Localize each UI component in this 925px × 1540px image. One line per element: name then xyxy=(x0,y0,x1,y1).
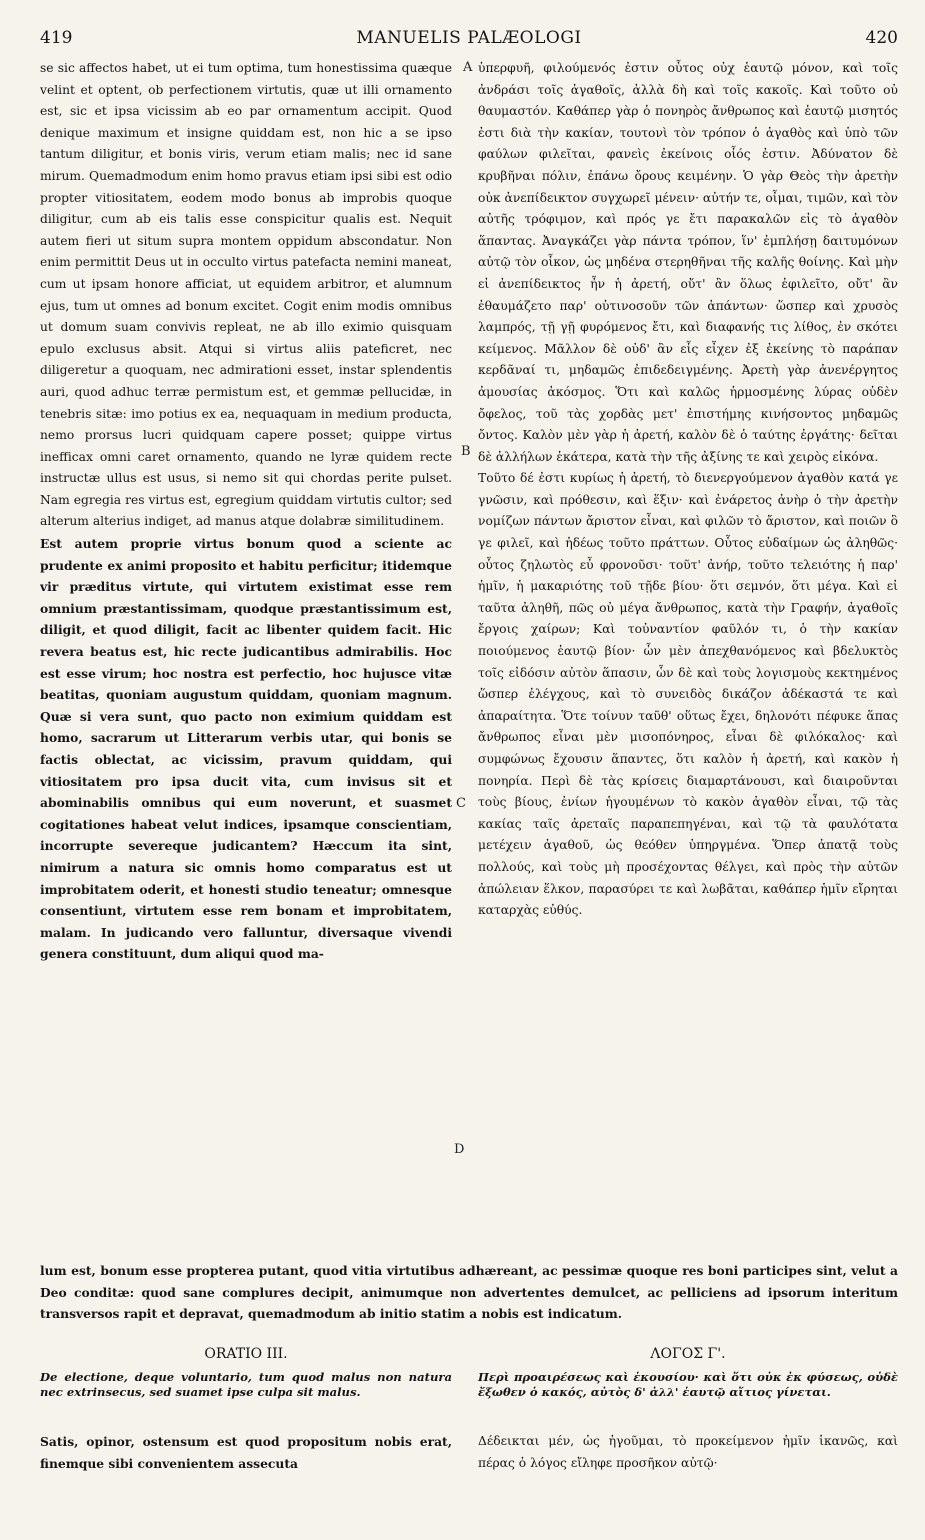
latin-paragraph-1: se sic affectos habet, ut ei tum optima, tum honestissima quæque velint et optent, ob perfectionem virtutis, quæ ut illi ornamento est, sic et ipsa vicissim ab eo par ornamentum accipit. Quod denique maximum et insigne quiddam est, non hic a se ipso tantum diligitur, et bonis viris, verum etiam malis; nec id sane mirum. Quemadmodum enim homo pravus etiam ipsi sibi est odio propter vitiositatem, eodem modo bonus ab improbis quoque diligitur, cum ab eis talis esse conspicitur qualis est. Nequit autem fieri ut situm supra montem oppidum abscondatur. Non enim permittit Deus ut in occulto virtus patefacta nemini maneat, cum ut ipsam honore afficiat, ut equidem arbitror, et alumnum ejus, tum ut omnes ad bonum excitet. Cogit enim modis omnibus ut domum suam convivis repleat, ne ab illo eximio quisquam epulo exclusus absit. Atqui si virtus aliis pateficret, nec diligeretur a quoquam, nec admirationi esset, instar splendentis auri, quod adhuc terræ permistum est, et gemmæ pellucidæ, in tenebris sitæ: imo potius ex ea, nequaquam in medium producta, nemo prorsus lucri quidquam capere posset; quippe virtus inefficax omni caret ornamento, quando ne lyræ quidem recte instructæ ullus est usus, si nemo sit qui chordas perite pulset. Nam egregia res virtus est, egregium quiddam virtutis cultor; sed alterum alterius indiget, ad manus atque dolabræ similitudinem. xyxy=(40,61,452,529)
oration-summary-latin: De electione, deque voluntario, tum quod malus non natura nec extrinsecus, sed suamet ipse culpa sit malus. xyxy=(40,1370,452,1399)
oration-opening-greek: Δέδεικται μέν, ὡς ἡγοῦμαι, τὸ προκείμενον ἡμῖν ἱκανῶς, καὶ πέρας ὁ λόγος εἴληφε προσῆκον αὐτῷ· xyxy=(478,1434,898,1470)
oration-summary-greek: Περὶ προαιρέσεως καὶ ἑκουσίου· καὶ ὅτι οὐκ ἐκ φύσεως, οὐδὲ ἔξωθεν ὁ κακός, αὐτὸς δ' ἀλλ' ἑαυτῷ αἴτιος γίνεται. xyxy=(478,1370,898,1399)
latin-continuation: lum est, bonum esse propterea putant, quod vitia virtutibus adhæreant, ac pessimæ quoque res boni participes sint, velut a Deo conditæ: quod sane complures decipit, animumque non advertentes demulcet, ac pelliciens ad ipsorum interitum transversos rapit et depravat, quemadmodum ab initio statim a nobis est indicatum. xyxy=(40,1263,898,1322)
oration-heading-greek: ΛΟΓΟΣ Γ'. xyxy=(650,1346,726,1362)
margin-letter-c: C xyxy=(456,796,466,811)
margin-letter-a: A xyxy=(463,60,473,75)
oration-opening-latin: Satis, opinor, ostensum est quod propositum nobis erat, finemque sibi convenientem assecuta xyxy=(40,1434,452,1471)
running-head xyxy=(40,28,898,58)
running-title: MANUELIS PALÆOLOGI xyxy=(356,28,582,48)
greek-paragraph-2: Τοῦτο δέ ἐστι κυρίως ἡ ἀρετή, τὸ διενεργούμενον ἀγαθὸν κατά γε γνῶσιν, καὶ πρόθεσιν, καὶ ἕξιν· καὶ ἐνάρετος ἀνὴρ ὁ τὴν ἀρετὴν νομίζων πάντων ἄριστον εἶναι, καὶ φιλῶν τὸ ἄριστον, καὶ ποιῶν ὃ γε φιλεῖ, καὶ ἡδέως τοῦτο πράττων. Οὗτος εὐδαίμων ὡς ἀληθῶς· οὗτος ζηλωτὸς εὖ φρονοῦσι· τοῦτ' ἀνήρ, τοῦτο τελειότης ἡ παρ' ἡμῖν, ἡ μακαριότης τοῦ τῇδε βίου· ὅτι σεμνόν, ὅτι μέγα. Καὶ εἰ ταῦτα ἀληθῆ, πῶς οὐ μέγα ἄνθρωπος, κατὰ τὴν Γραφήν, ἀγαθοῖς ἔργοις χαίρων; Καὶ τοὐναντίον φαῦλόν τι, ὁ τὴν κακίαν ποιούμενος ἑαυτῷ βίον· ὧν μὲν ἀπεχθανόμενος καὶ βδελυκτὸς τοῖς εἰδόσιν αὐτὸν ἅπασιν, ὧν δὲ καὶ τοὺς λογισμοὺς κεκτημένος ὥσπερ ἐλέγχους, καὶ τὸ συνειδὸς δικάζον ἀδέκαστά τε καὶ ἀπαραίτητα. Ὅτε τοίνυν ταῦθ' οὕτως ἔχει, δηλονότι πέφυκε ἅπας ἄνθρωπος εἶναι μὲν μισοπόνηρος, εἶναι δὲ φιλόκαλος· καὶ συμφώνως ἔχουσιν ἅπαντες, ὅτι καλὸν ἡ ἀρετή, καὶ κακὸν ἡ πονηρία. Περὶ δὲ τὰς κρίσεις διαμαρτάνουσι, καὶ διαιροῦνται τοὺς βίους, ἐνίων ἡγουμένων τὸ κακὸν ἀγαθὸν εἶναι, τῷ τὰς κακίας ταῖς ἀρεταῖς παραπεπηγέναι, καὶ τῷ τὰ φαυλότατα μετέχειν ἀγαθοῦ, ὡς θεόθεν ὑπηργμένα. Ὅπερ ἀπατᾷ τοὺς πολλούς, καὶ τοὺς μὴ προσέχοντας θέλγει, καὶ πρὸς τὴν αὐτῶν ἀπώλειαν ἕλκον, παρασύρει τε καὶ λωβᾶται, καθάπερ ἡμῖν εἴρηται καταρχὰς εὐθύς. xyxy=(478,471,898,918)
margin-letter-b: B xyxy=(461,444,471,459)
left-page-number: 419 xyxy=(40,28,73,48)
greek-paragraph-1: ὑπερφυῆ, φιλούμενός ἐστιν οὗτος οὐχ ἑαυτῷ μόνον, καὶ τοῖς ἀνδράσι τοῖς ἀγαθοῖς, ἀλλὰ δὴ καὶ τοῖς κακοῖς. Καὶ τοῦτο οὐ θαυμαστόν. Καθάπερ γὰρ ὁ πονηρὸς ἄνθρωπος καὶ ἑαυτῷ μισητός ἐστι διὰ τὴν κακίαν, τουτονὶ τὸν τρόπον ὁ ἀγαθὸς καὶ ὑπὸ τῶν φαύλων φιλεῖται, φανεὶς ἐκείνοις οἷός ἐστιν. Ἀδύνατον δὲ κρυβῆναι πόλιν, ἐπάνω ὄρους κειμένην. Ὁ γὰρ Θεὸς τὴν ἀρετὴν οὐκ ἀνεπίδεικτον συγχωρεῖ μένειν· αὐτήν τε, οἶμαι, τιμῶν, καὶ τὸν αὐτῆς τρόφιμον, καὶ πρός γε ἔτι παρακαλῶν εἰς τὸ ἀγαθὸν ἅπαντας. Ἀναγκάζει γὰρ πάντα τρόπον, ἵν' ἐμπλήσῃ δαιτυμόνων αὐτῷ τὸν οἶκον, ὡς μηδένα στερηθῆναι τῆς καλῆς θοίνης. Καὶ μὴν εἰ ἀνεπίδεικτος ἦν ἡ ἀρετή, οὔτ' ἂν ὅλως ἐφιλεῖτο, οὔτ' ἂν ἐθαυμάζετο παρ' οὑτινοσοῦν τῶν ἁπάντων· ὥσπερ καὶ χρυσὸς λαμπρός, τῇ γῇ φυρόμενος ἔτι, καὶ διαφανής τις λίθος, ἐν σκότει κείμενος. Μᾶλλον δὲ οὐδ' ἂν εἷς εἶχεν ἐξ ἐκείνης τὸ παράπαν κερδᾶναί τι, μηδαμῶς ἐπιδεδειγμένης. Ἀρετὴ γὰρ ἀνενέργητος ἀμουσίας ἀκόσμος. Ὅτι καὶ καλῶς ἡρμοσμένης λύρας οὐδὲν ὄφελος, τοῦ τὰς χορδὰς μετ' ἐπιστήμης κινήσοντος μηδαμῶς ὄντος. Καλὸν μὲν γὰρ ἡ ἀρετή, καλὸν δὲ ὁ ταύτης ἐργάτης· δεῖται δὲ ἀλλήλων ἑκάτερα, κατὰ τὴν τῆς ἀξίνης τε καὶ χειρὸς εἰκόνα. xyxy=(478,61,898,464)
latin-paragraph-2: Est autem proprie virtus bonum quod a sciente ac prudente ex animi proposito et habitu perficitur; itidemque vir præditus virtute, qui virtutem existimat esse rem omnium præstantissimam, quodque præstantissimum est, diligit, et quod diligit, facit ac libenter quidem facit. Hic revera beatus est, hic recte judicantibus admirabilis. Hoc est esse virum; hoc nostra est perfectio, hoc hujusce vitæ beatitas, quoniam augustum quiddam, quoniam magnum. Quæ si vera sunt, quo pacto non eximium quiddam est homo, sacrarum ut Litterarum verbis utar, qui bonis se factis oblectat, ac vicissim, pravum quiddam, qui vitiositatem pro ipsa ducit vita, cum invisus sit et abominabilis omnibus qui eum noverunt, et suasmet cogitationes habeat velut indices, ipsamque conscientiam, incorrupte severeque judicantem? Hæccum ita sint, nimirum a natura sic omnis homo comparatus est ut improbitatem oderit, et honesti studio teneatur; omnesque consentiunt, virtutem esse rem bonam et improbitatem, malam. In judicando vero falluntur, diversaque vivendi genera constituunt, dum aliqui quod ma- xyxy=(40,536,452,962)
oration-heading-latin: ORATIO III. xyxy=(204,1346,288,1362)
page xyxy=(40,28,898,1518)
right-page-number: 420 xyxy=(865,28,898,48)
latin-column xyxy=(40,58,452,1314)
greek-column xyxy=(478,58,898,1284)
margin-letter-d: D xyxy=(454,1142,465,1157)
